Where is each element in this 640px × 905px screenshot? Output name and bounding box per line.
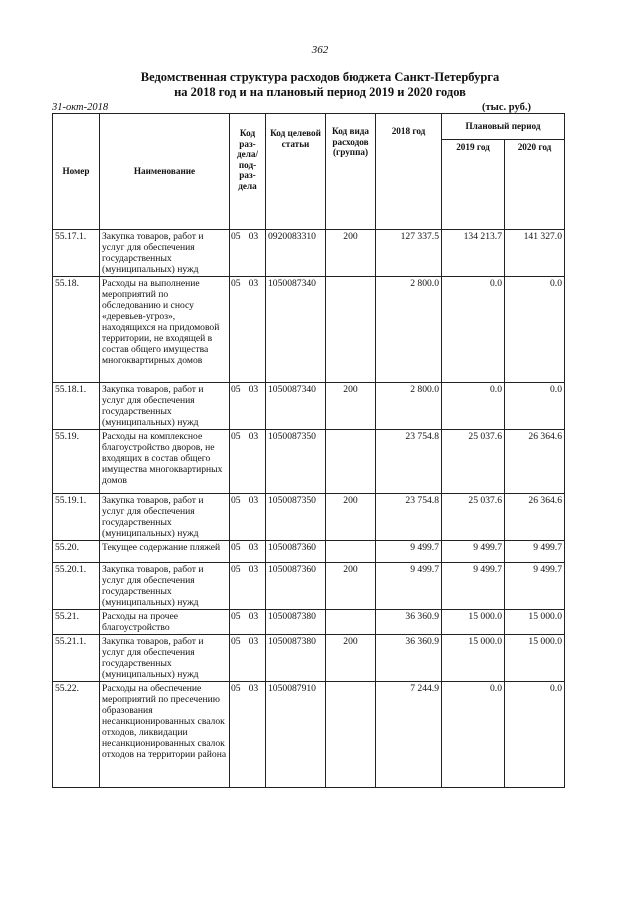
table-row <box>53 682 565 788</box>
subsection-code: 03 <box>248 384 259 395</box>
header-2020: 2020 год <box>505 140 565 230</box>
row-section-code <box>230 383 266 430</box>
units-label: (тыс. руб.) <box>482 102 531 113</box>
row-section-code <box>230 563 266 610</box>
row-name: Расходы на обеспечение мероприятий по пресечению образования несанкционированных свалок отходов, ликвидации несанкционированных свалок отходов на территории района <box>100 682 230 788</box>
table-row <box>53 635 565 682</box>
row-number: 55.21.1. <box>53 635 100 682</box>
row-amount-2018: 9 499.7 <box>376 563 442 610</box>
row-amount-2020: 0.0 <box>505 277 565 383</box>
row-amount-2018: 7 244.9 <box>376 682 442 788</box>
section-code: 05 <box>231 231 241 242</box>
row-amount-2019: 9 499.7 <box>442 563 505 610</box>
row-name: Закупка товаров, работ и услуг для обеспечения государственных (муниципальных) нужд <box>100 494 230 541</box>
section-code: 05 <box>231 278 241 289</box>
row-amount-2019: 25 037.6 <box>442 494 505 541</box>
row-kind-code <box>326 682 376 788</box>
row-target-code: 1050087360 <box>266 563 326 610</box>
row-name: Закупка товаров, работ и услуг для обеспечения государственных (муниципальных) нужд <box>100 563 230 610</box>
subsection-code: 03 <box>248 431 259 442</box>
row-target-code: 1050087380 <box>266 635 326 682</box>
row-target-code: 1050087350 <box>266 430 326 494</box>
row-amount-2019: 134 213.7 <box>442 230 505 277</box>
row-number: 55.19.1. <box>53 494 100 541</box>
header-name: Наименование <box>100 114 230 230</box>
row-amount-2020: 0.0 <box>505 383 565 430</box>
header-2018: 2018 год <box>376 114 442 230</box>
header-2019: 2019 год <box>442 140 505 230</box>
row-amount-2018: 23 754.8 <box>376 430 442 494</box>
row-number: 55.20. <box>53 541 100 563</box>
table-row <box>53 494 565 541</box>
row-amount-2019: 15 000.0 <box>442 610 505 635</box>
subsection-code: 03 <box>248 611 259 622</box>
row-amount-2018: 36 360.9 <box>376 610 442 635</box>
row-name: Закупка товаров, работ и услуг для обеспечения государственных (муниципальных) нужд <box>100 383 230 430</box>
row-kind-code <box>326 430 376 494</box>
row-amount-2019: 25 037.6 <box>442 430 505 494</box>
subsection-code: 03 <box>248 278 259 289</box>
row-kind-code: 200 <box>326 494 376 541</box>
table-row <box>53 230 565 277</box>
row-amount-2020: 26 364.6 <box>505 430 565 494</box>
row-name: Закупка товаров, работ и услуг для обеспечения государственных (муниципальных) нужд <box>100 635 230 682</box>
table-row <box>53 563 565 610</box>
title-line-2: на 2018 год и на плановый период 2019 и 2020 годов <box>174 85 466 99</box>
row-target-code: 1050087340 <box>266 277 326 383</box>
row-kind-code <box>326 277 376 383</box>
page-number: 362 <box>311 44 329 56</box>
table-body <box>53 230 565 788</box>
subsection-code: 03 <box>248 636 259 647</box>
table-row <box>53 430 565 494</box>
row-amount-2018: 2 800.0 <box>376 277 442 383</box>
table-row <box>53 277 565 383</box>
table-row <box>53 383 565 430</box>
subsection-code: 03 <box>248 542 259 553</box>
row-target-code: 1050087910 <box>266 682 326 788</box>
header-section: Код раз-дела/ под-раз-дела <box>230 114 266 230</box>
budget-table <box>52 113 565 788</box>
row-name: Закупка товаров, работ и услуг для обеспечения государственных (муниципальных) нужд <box>100 230 230 277</box>
row-amount-2019: 9 499.7 <box>442 541 505 563</box>
row-amount-2019: 0.0 <box>442 383 505 430</box>
row-amount-2020: 9 499.7 <box>505 541 565 563</box>
row-number: 55.22. <box>53 682 100 788</box>
subsection-code: 03 <box>248 231 259 242</box>
row-section-code <box>230 635 266 682</box>
row-kind-code <box>326 541 376 563</box>
row-section-code <box>230 541 266 563</box>
subsection-code: 03 <box>248 683 259 694</box>
document-title <box>40 70 600 100</box>
row-section-code <box>230 494 266 541</box>
row-target-code: 1050087340 <box>266 383 326 430</box>
row-amount-2018: 23 754.8 <box>376 494 442 541</box>
row-amount-2020: 15 000.0 <box>505 610 565 635</box>
row-kind-code: 200 <box>326 230 376 277</box>
section-code: 05 <box>231 683 241 694</box>
row-name: Расходы на комплексное благоустройство дворов, не входящих в состав общего имущества многоквартирных домов <box>100 430 230 494</box>
section-code: 05 <box>231 611 241 622</box>
row-target-code: 1050087350 <box>266 494 326 541</box>
row-amount-2019: 15 000.0 <box>442 635 505 682</box>
subsection-code: 03 <box>248 564 259 575</box>
document-date: 31-окт-2018 <box>52 102 109 113</box>
row-section-code <box>230 682 266 788</box>
row-section-code <box>230 430 266 494</box>
section-code: 05 <box>231 636 241 647</box>
section-code: 05 <box>231 431 241 442</box>
row-target-code: 1050087360 <box>266 541 326 563</box>
row-kind-code: 200 <box>326 563 376 610</box>
table-row <box>53 541 565 563</box>
row-name: Расходы на выполнение мероприятий по обследованию и сносу «деревьев-угроз», находящихся на придомовой территории, не входящей в состав общего имущества многоквартирных домов <box>100 277 230 383</box>
row-number: 55.20.1. <box>53 563 100 610</box>
row-number: 55.18. <box>53 277 100 383</box>
row-amount-2019: 0.0 <box>442 277 505 383</box>
row-section-code <box>230 230 266 277</box>
row-section-code <box>230 277 266 383</box>
row-amount-2018: 127 337.5 <box>376 230 442 277</box>
row-name: Текущее содержание пляжей <box>100 541 230 563</box>
row-number: 55.17.1. <box>53 230 100 277</box>
row-amount-2020: 0.0 <box>505 682 565 788</box>
row-amount-2018: 9 499.7 <box>376 541 442 563</box>
row-number: 55.18.1. <box>53 383 100 430</box>
row-amount-2019: 0.0 <box>442 682 505 788</box>
header-kind: Код вида расходов (группа) <box>326 114 376 230</box>
row-section-code <box>230 610 266 635</box>
section-code: 05 <box>231 564 241 575</box>
row-kind-code: 200 <box>326 383 376 430</box>
row-target-code: 0920083310 <box>266 230 326 277</box>
row-kind-code <box>326 610 376 635</box>
row-amount-2018: 2 800.0 <box>376 383 442 430</box>
row-amount-2020: 9 499.7 <box>505 563 565 610</box>
section-code: 05 <box>231 495 241 506</box>
row-kind-code: 200 <box>326 635 376 682</box>
row-number: 55.21. <box>53 610 100 635</box>
row-amount-2020: 15 000.0 <box>505 635 565 682</box>
section-code: 05 <box>231 384 241 395</box>
header-number: Номер <box>53 114 100 230</box>
header-target: Код целевой статьи <box>266 114 326 230</box>
row-amount-2020: 26 364.6 <box>505 494 565 541</box>
title-line-1: Ведомственная структура расходов бюджета Санкт-Петербурга <box>140 70 500 84</box>
row-amount-2020: 141 327.0 <box>505 230 565 277</box>
subsection-code: 03 <box>248 495 259 506</box>
header-planned-period: Плановый период <box>442 114 565 140</box>
row-name: Расходы на прочее благоустройство <box>100 610 230 635</box>
row-target-code: 1050087380 <box>266 610 326 635</box>
row-number: 55.19. <box>53 430 100 494</box>
section-code: 05 <box>231 542 241 553</box>
table-row <box>53 610 565 635</box>
row-amount-2018: 36 360.9 <box>376 635 442 682</box>
